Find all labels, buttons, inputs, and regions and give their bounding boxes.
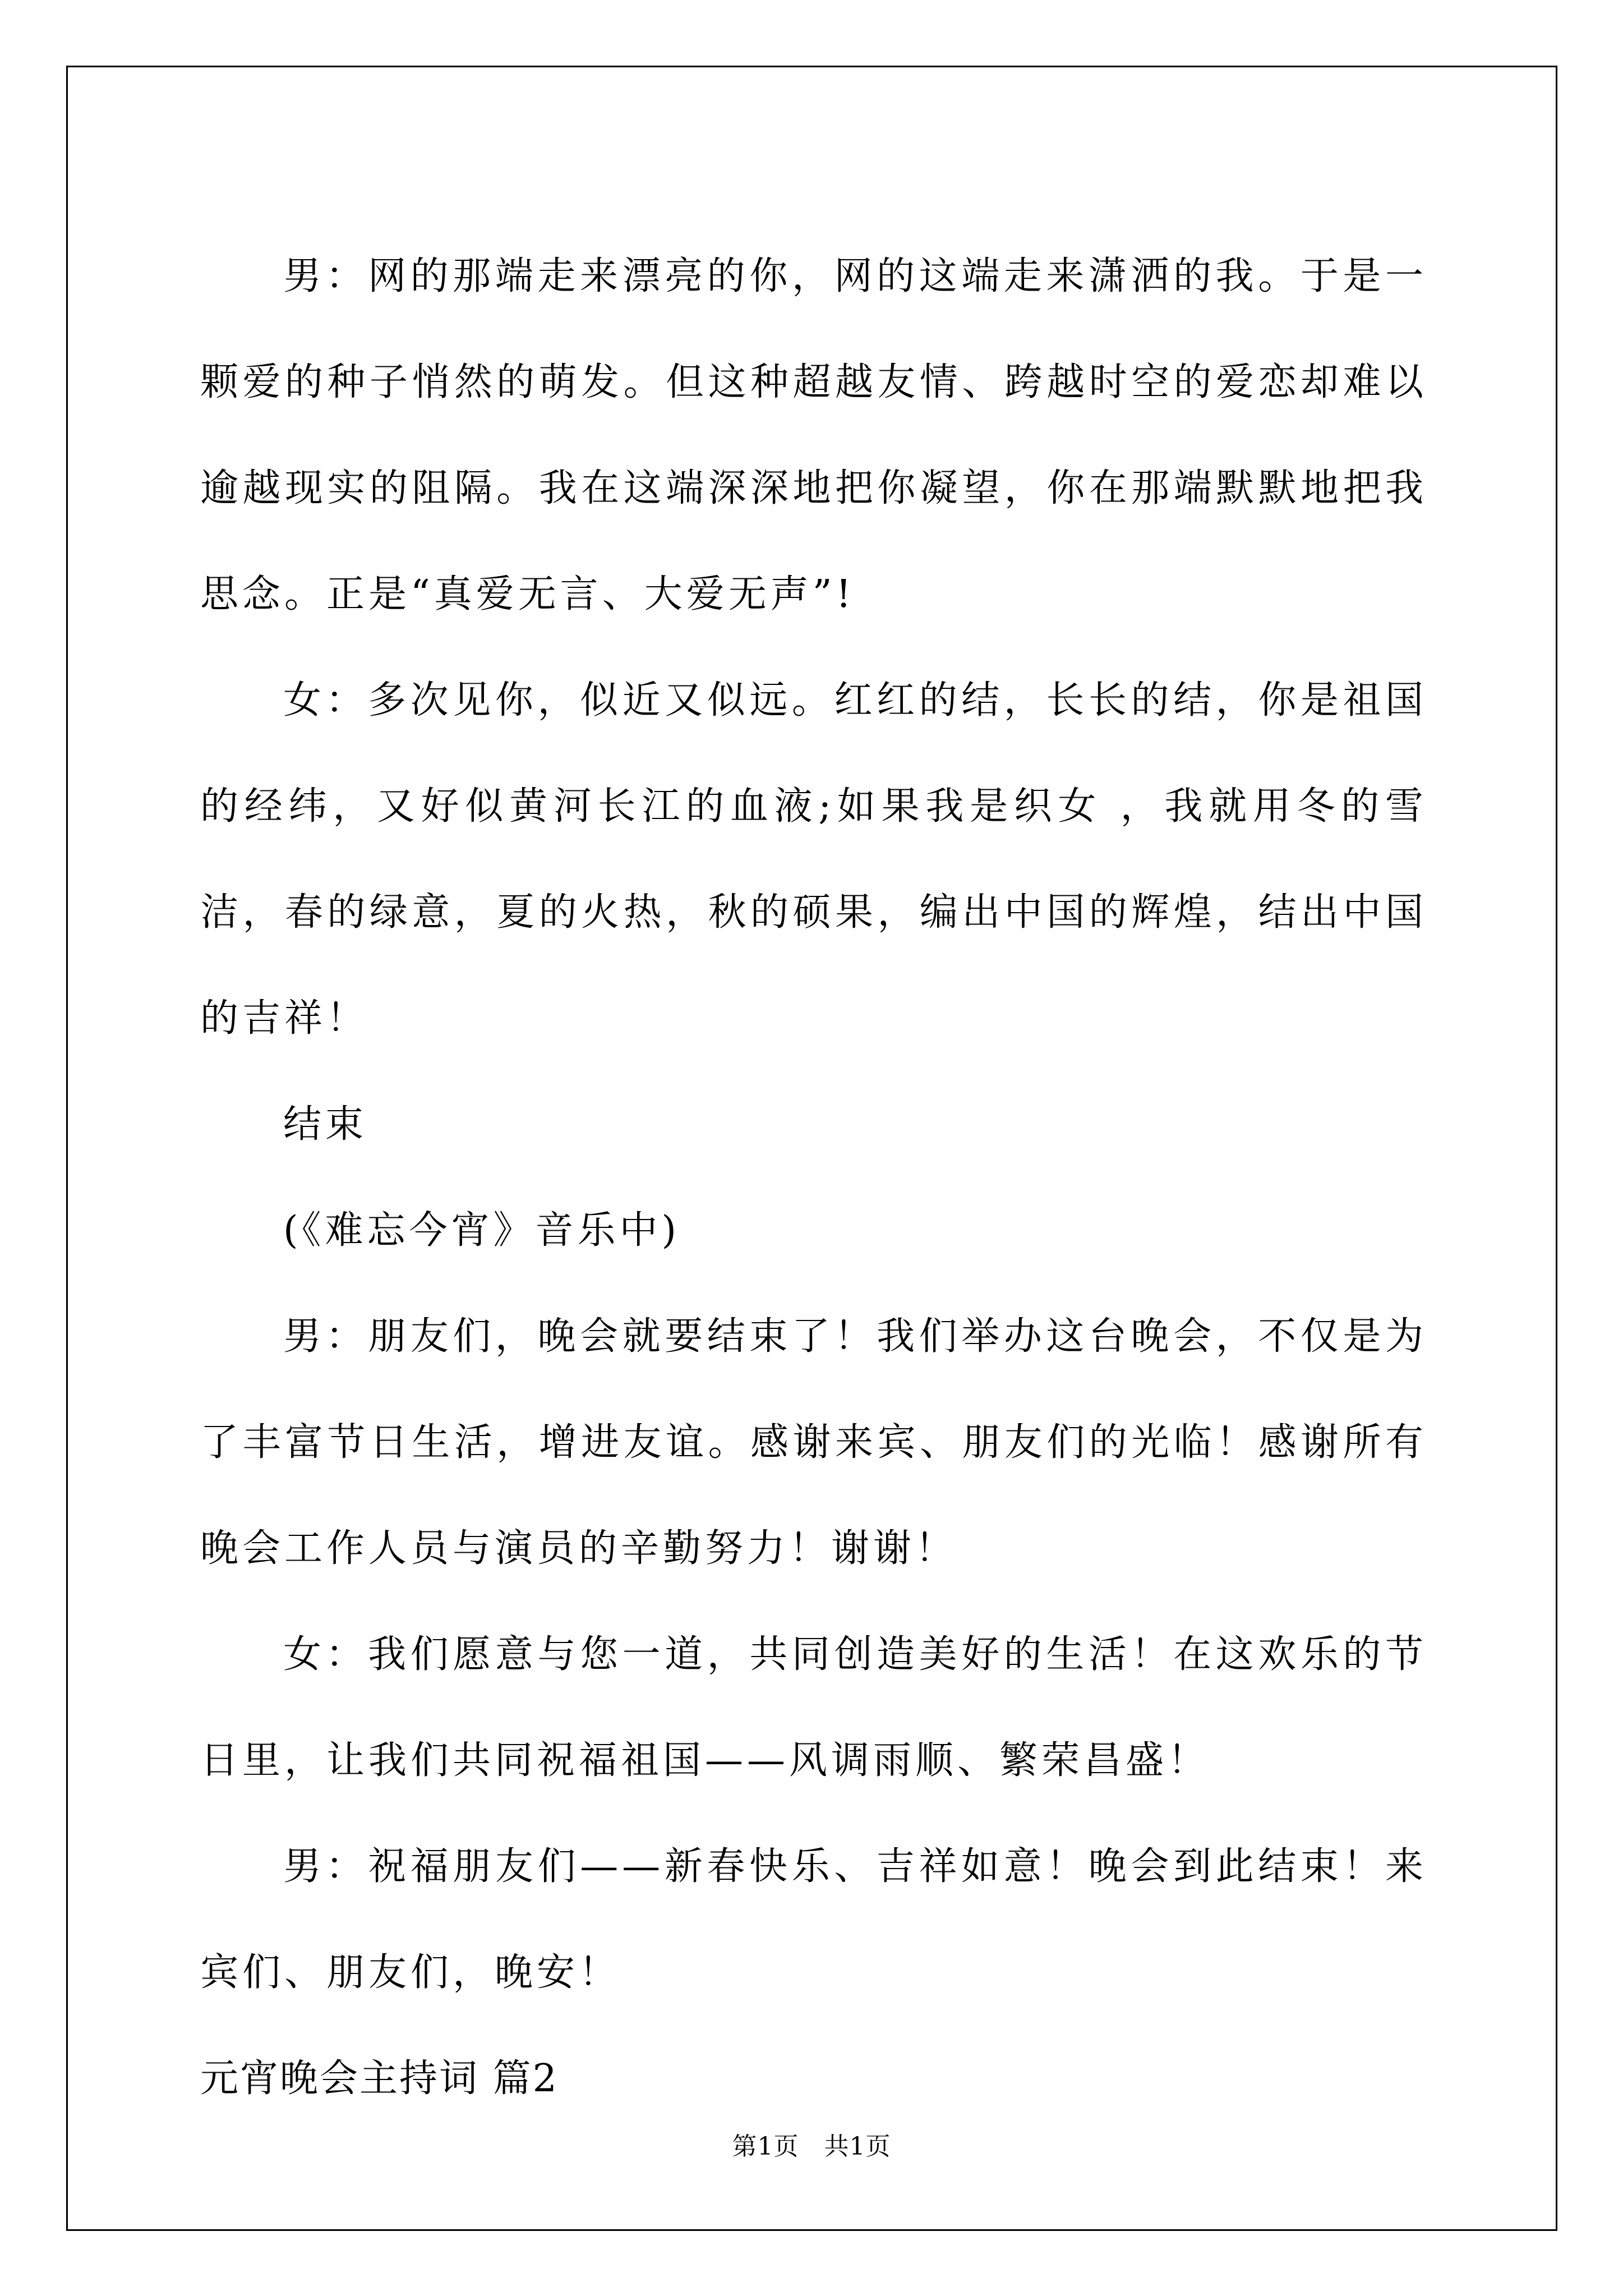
paragraph-male-3: 男：祝福朋友们——新春快乐、吉祥如意！晚会到此结束！来宾们、朋友们，晚安！: [200, 1844, 1427, 1995]
paragraph-female-2: 女：我们愿意与您一道，共同创造美好的生活！在这欢乐的节日里，让我们共同祝福祖国——风调雨顺、繁荣昌盛！: [200, 1632, 1427, 1783]
paragraph-music-cue: (《难忘今宵》音乐中): [283, 1208, 681, 1253]
section-heading: 元宵晚会主持词 篇2: [200, 2056, 559, 2101]
paragraph-male-2: 男：朋友们，晚会就要结束了！我们举办这台晚会，不仅是为了丰富节日生活，增进友谊。感谢来宾、朋友们的光临！感谢所有晚会工作人员与演员的辛勤努力！谢谢！: [200, 1314, 1427, 1571]
paragraph-male-1: 男：网的那端走来漂亮的你，网的这端走来潇洒的我。于是一颗爱的种子悄然的萌发。但这种超越友情、跨越时空的爱恋却难以逾越现实的阻隔。我在这端深深地把你凝望，你在那端默默地把我思念。正是“真爱无言、大爱无声”!: [200, 254, 1427, 616]
paragraph-ending-label: 结束: [283, 1102, 368, 1147]
paragraph-female-1: 女：多次见你，似近又似远。红红的结，长长的结，你是祖国的经纬，又好似黄河长江的血液;如果我是织女 ，我就用冬的雪洁，春的绿意，夏的火热，秋的硕果，编出中国的辉煌，结出中国的吉祥！: [200, 678, 1427, 1041]
page-number-footer: 第1页 共1页: [732, 2132, 891, 2161]
document-body: [200, 223, 1427, 2132]
